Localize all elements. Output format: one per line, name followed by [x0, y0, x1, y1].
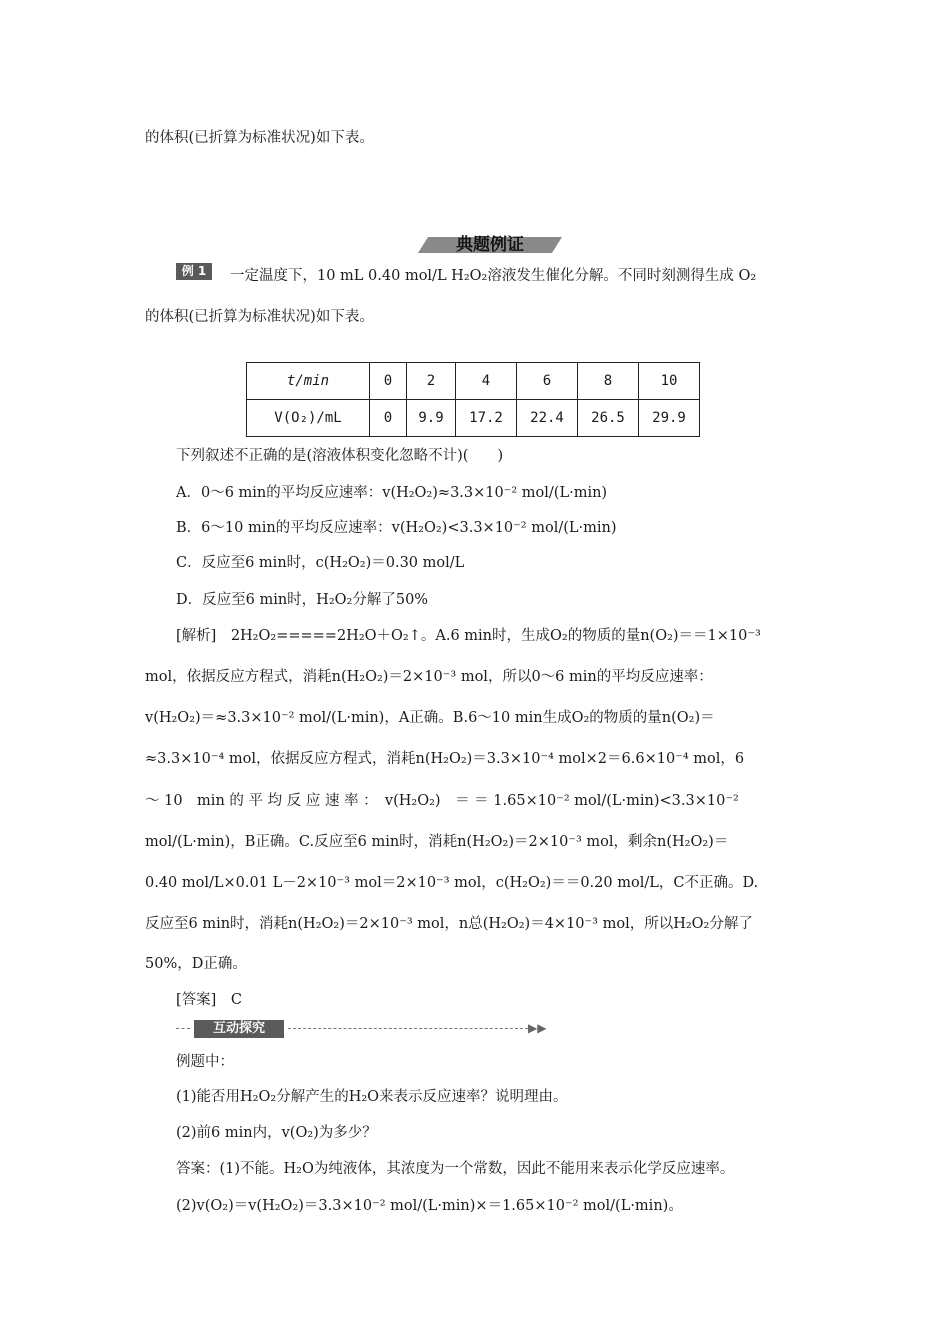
interactive-section-header	[176, 1020, 560, 1038]
analysis-line: [解析] 2H₂O₂=====2H₂O＋O₂↑。A.6 min时，生成O₂的物质的量n(O₂)＝＝1×10⁻³	[176, 628, 761, 644]
question-line-2: 的体积(已折算为标准状况)如下表。	[145, 309, 374, 325]
followup-question-1: (1)能否用H₂O₂分解产生的H₂O来表示反应速率？说明理由。	[176, 1089, 568, 1105]
table-row-volume	[247, 400, 700, 437]
analysis-line: ～ 10 min 的 平 均 反 应 速 率 ： v(H₂O₂) ＝ ＝ 1.65×10⁻² mol/(L·min)<3.3×10⁻²	[145, 793, 739, 809]
table-cell: 0	[370, 363, 407, 400]
analysis-line: 50%，D正确。	[145, 956, 247, 972]
top-continuation-line: 的体积(已折算为标准状况)如下表。	[145, 130, 374, 146]
option-a: A．0～6 min的平均反应速率：v(H₂O₂)≈3.3×10⁻² mol/(L·min)	[176, 485, 608, 501]
interactive-tag: 互动探究	[194, 1020, 284, 1038]
table-cell: 2	[407, 363, 456, 400]
option-c: C．反应至6 min时，c(H₂O₂)＝0.30 mol/L	[176, 555, 465, 571]
divider	[176, 1028, 190, 1029]
table-cell: 9.9	[407, 400, 456, 437]
analysis-line: ≈3.3×10⁻⁴ mol，依据反应方程式，消耗n(H₂O₂)＝3.3×10⁻⁴ mol×2＝6.6×10⁻⁴ mol，6	[145, 751, 745, 767]
section-banner	[418, 234, 562, 256]
analysis-line: v(H₂O₂)＝≈3.3×10⁻² mol/(L·min)，A正确。B.6～10 min生成O₂的物质的量n(O₂)＝	[145, 710, 715, 726]
table-cell: 0	[370, 400, 407, 437]
followup-answer-2: (2)v(O₂)＝v(H₂O₂)＝3.3×10⁻² mol/(L·min)×＝1.65×10⁻² mol/(L·min)。	[176, 1198, 683, 1214]
table-cell: 4	[456, 363, 517, 400]
answer-line: [答案] C	[176, 992, 242, 1008]
question-prompt: 下列叙述不正确的是(溶液体积变化忽略不计)( )	[176, 448, 504, 464]
table-cell: 8	[578, 363, 639, 400]
analysis-line: 0.40 mol/L×0.01 L－2×10⁻³ mol＝2×10⁻³ mol，c(H₂O₂)＝＝0.20 mol/L，C不正确。D.	[145, 875, 759, 891]
table-row-time	[247, 363, 700, 400]
section-title: 典题例证	[456, 235, 524, 255]
question-line-1: 一定温度下，10 mL 0.40 mol/L H₂O₂溶液发生催化分解。不同时刻测得生成 O₂	[230, 268, 757, 284]
example-tag: 例 1	[176, 263, 212, 280]
followup-intro: 例题中：	[176, 1054, 234, 1070]
table-header-volume: V(O₂)/mL	[247, 400, 370, 437]
divider	[288, 1028, 528, 1029]
followup-question-2: (2)前6 min内，v(O₂)为多少？	[176, 1125, 377, 1141]
table-cell: 10	[639, 363, 700, 400]
analysis-line: mol/(L·min)，B正确。C.反应至6 min时，消耗n(H₂O₂)＝2×10⁻³ mol，剩余n(H₂O₂)＝	[145, 834, 729, 850]
arrow-icon: ▶▶	[528, 1021, 547, 1035]
option-d: D．反应至6 min时，H₂O₂分解了50%	[176, 592, 429, 608]
analysis-line: mol，依据反应方程式，消耗n(H₂O₂)＝2×10⁻³ mol，所以0～6 min的平均反应速率：	[145, 669, 713, 685]
table-cell: 29.9	[639, 400, 700, 437]
option-b: B．6～10 min的平均反应速率：v(H₂O₂)<3.3×10⁻² mol/(L·min)	[176, 520, 617, 536]
analysis-line: 反应至6 min时，消耗n(H₂O₂)＝2×10⁻³ mol，n总(H₂O₂)＝4×10⁻³ mol，所以H₂O₂分解了	[145, 916, 753, 932]
data-table	[246, 362, 700, 437]
table-cell: 22.4	[517, 400, 578, 437]
table-cell: 26.5	[578, 400, 639, 437]
table-header-time: t/min	[247, 363, 370, 400]
followup-answer-1: 答案：(1)不能。H₂O为纯液体，其浓度为一个常数，因此不能用来表示化学反应速率。	[176, 1161, 735, 1177]
table-cell: 6	[517, 363, 578, 400]
table-cell: 17.2	[456, 400, 517, 437]
